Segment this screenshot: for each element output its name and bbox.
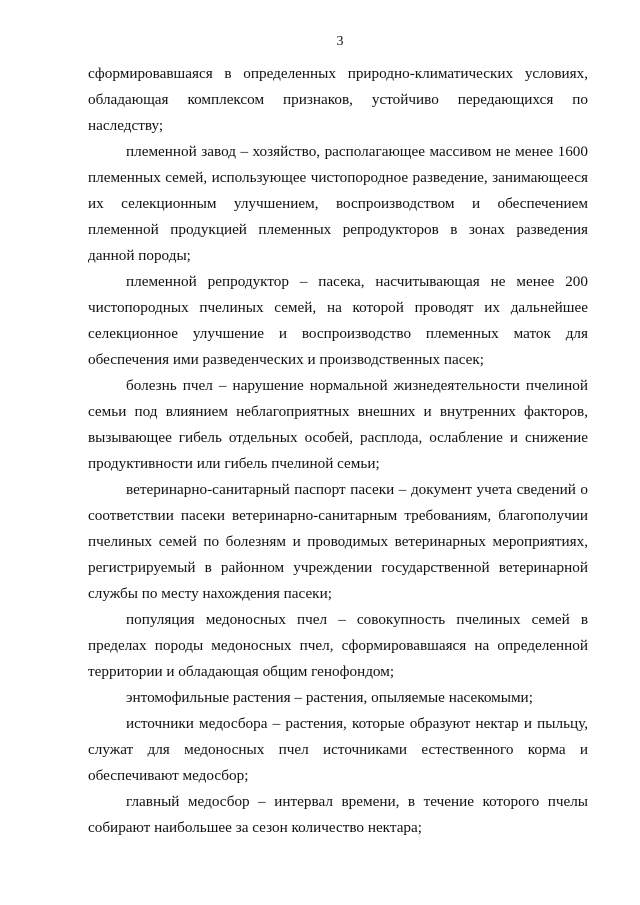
paragraph-breeding-reproducer: племенной репродуктор – пасека, насчитывающая не менее 200 чистопородных пчелиных семей, на которой проводят их дальнейшее селекционное улучшение и воспроизводство племенных маток для обеспечения ими разведенческих и производственных пасек; (88, 273, 588, 368)
paragraph-breeding-plant: племенной завод – хозяйство, располагающее массивом не менее 1600 племенных семей, использующее чистопородное разведение, занимающееся их селекционным улучшением, воспроизводством и обеспечением племенной продукцией племенных репродукторов в зонах разведения данной породы; (88, 143, 588, 264)
document-body (88, 61, 588, 841)
paragraph-honey-sources: источники медосбора – растения, которые образуют нектар и пыльцу, служат для медоносных пчел источниками естественного корма и обеспечивают медосбор; (88, 715, 588, 784)
paragraph-main-honey-flow: главный медосбор – интервал времени, в течение которого пчелы собирают наибольшее за сезон количество нектара; (88, 793, 588, 836)
paragraph-entomophilous-plants: энтомофильные растения – растения, опыляемые насекомыми; (126, 689, 533, 706)
paragraph-vet-passport: ветеринарно-санитарный паспорт пасеки – документ учета сведений о соответствии пасеки ветеринарно-санитарным требованиям, благополучии пчелиных семей по болезням и проводимых ветеринарных мероприятиях, регистрируемый в районном учреждении государственной ветеринарной службы по месту нахождения пасеки; (88, 481, 588, 602)
paragraph-bee-population: популяция медоносных пчел – совокупность пчелиных семей в пределах породы медоносных пчел, сформировавшаяся на определенной территории и обладающая общим генофондом; (88, 611, 588, 680)
paragraph-continuation: сформировавшаяся в определенных природно-климатических условиях, обладающая комплексом признаков, устойчиво передающихся по наследству; (88, 65, 588, 134)
paragraph-bee-disease: болезнь пчел – нарушение нормальной жизнедеятельности пчелиной семьи под влиянием неблагоприятных внешних и внутренних факторов, вызывающее гибель отдельных особей, расплода, ослабление и снижение продуктивности или гибель пчелиной семьи; (88, 377, 588, 472)
page-number: 3 (336, 34, 344, 49)
